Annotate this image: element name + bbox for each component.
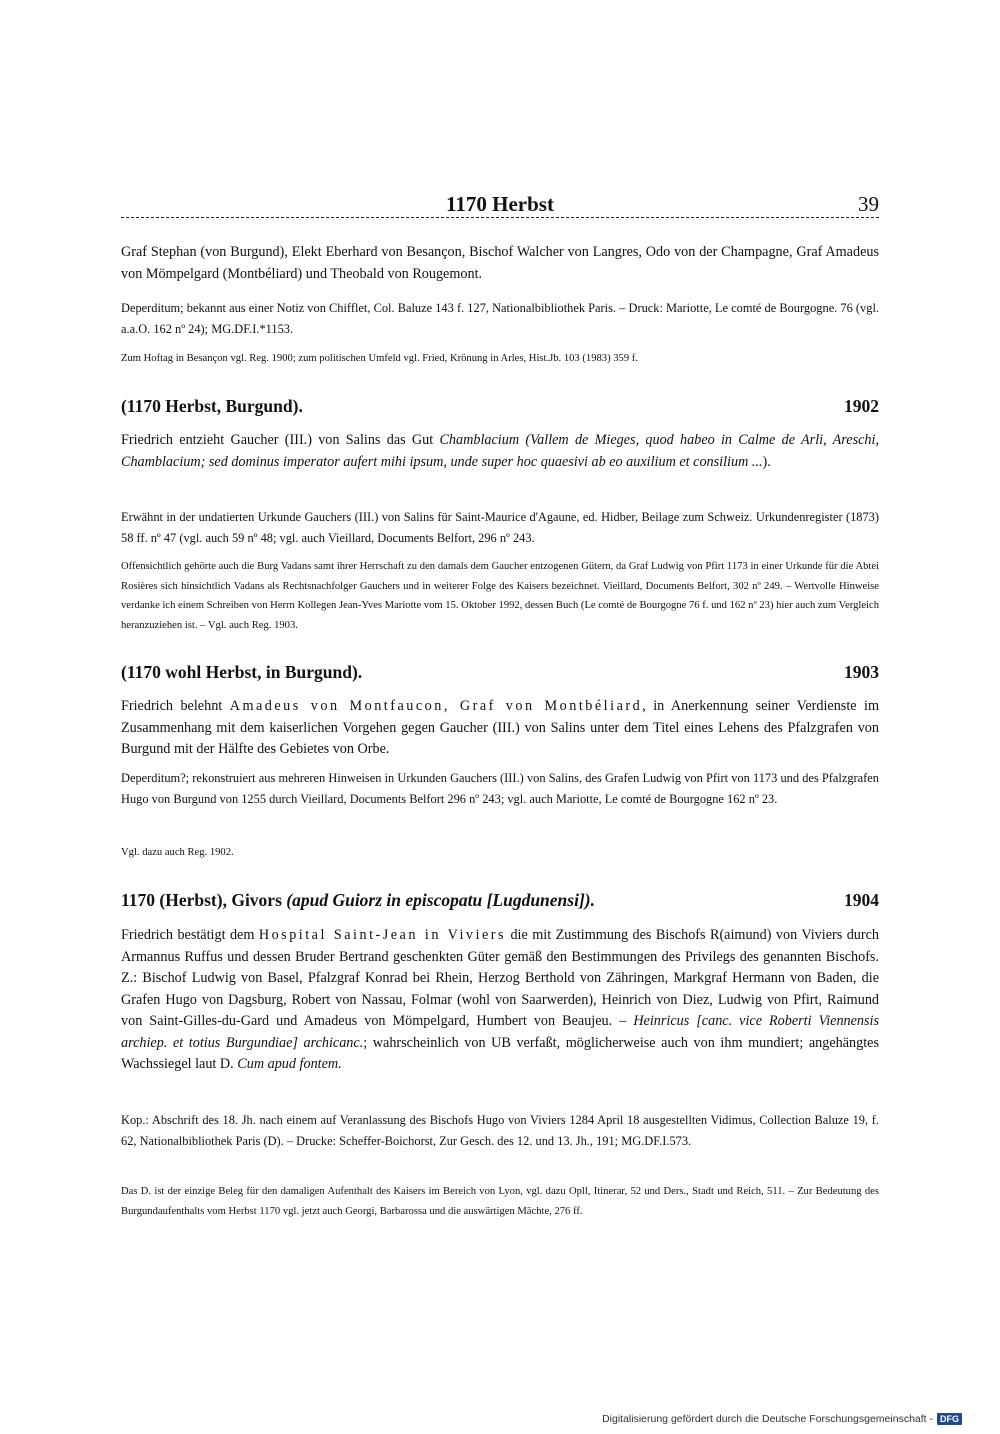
header-rule [121,217,879,218]
continuation-small-wrap [121,349,879,369]
continuation-block [121,242,879,285]
entry-small-note: Das D. ist der einzige Beleg für den damaligen Aufenthalt des Kaisers im Bereich von Lyon, vgl. dazu Opll, Itinerar, 52 und Ders., Stadt und Reich, 511. – Zur Bedeutung des Burgundaufenthalts vom Herbst 1170 vgl. jetzt auch Georgi, Barbarossa und die auswärtigen Mächte, 276 ff. [121,1186,879,1217]
entry-text-italic: Cum apud fontem. [237,1056,342,1072]
entry-1902-small-wrap [121,557,879,635]
entry-title: (1170 wohl Herbst, in Burgund). [121,662,363,682]
entry-note: Erwähnt in der undatierten Urkunde Gauchers (III.) von Salins für Saint-Maurice d'Agaune, ed. Hidber, Beilage zum Schweiz. Urkundenregister (1873) 58 ff. nº 47 (vgl. auch 59 nº 48; vgl. auch Vieillard, Documents Belfort, 296 nº 243. [121,510,879,545]
entry-1902-note-wrap [121,507,879,548]
running-title: 1170 Herbst [446,192,554,216]
entry-heading [121,396,879,417]
running-header [121,188,879,222]
entry-note: Deperditum?; rekonstruiert aus mehreren Hinweisen in Urkunden Gauchers (III.) von Salins, des Grafen Ludwig von Pfirt von 1173 und des Pfalzgrafen Hugo von Burgund von 1255 durch Vieillard, Documents Belfort 296 nº 243; vgl. auch Mariotte, Le comté de Bourgogne 162 nº 23. [121,771,879,806]
entry-1904-small-wrap [121,1182,879,1221]
entry-title-italic: (apud Guiorz in episcopatu [Lugdunensi]). [286,890,595,910]
entry-number: 1902 [844,396,879,416]
entry-text-spaced: Hospital Saint-Jean in Viviers [258,927,507,943]
entry-text-part: Friedrich belehnt [121,698,230,714]
entry-number: 1904 [844,890,879,910]
entry-text [121,925,879,1076]
entry-small-note: Vgl. dazu auch Reg. 1902. [121,847,234,858]
entry-1903-text-wrap [121,696,879,761]
entry-text-italic: Chamblacium (Vallem de Mieges, quod habeo in Calme de Arli, Areschi, Chamblacium; sed dominus imperator aufert mihi ipsum, unde super hoc quaesivi ab eo auxilium et consilium ... [121,432,880,470]
entry-1902-text-wrap [121,430,879,473]
entry-text-spaced: Amadeus von Montfaucon, Graf von Montbéliard [229,698,643,714]
entry-note: Kop.: Abschrift des 18. Jh. nach einem auf Veranlassung des Bischofs Hugo von Viviers 1284 April 18 ausgestellten Vidimus, Collection Baluze 19, f. 62, Nationalbibliothek Paris (D). – Drucke: Scheffer-Boichorst, Zur Gesch. des 12. und 13. Jh., 191; MG.DF.I.573. [121,1113,879,1148]
entry-text [121,430,879,473]
entry-text [121,696,879,761]
entry-1902 [121,396,879,417]
continuation-small: Zum Hoftag in Besançon vgl. Reg. 1900; zum politischen Umfeld vgl. Fried, Krönung in Arles, Hist.Jb. 103 (1983) 359 f. [121,353,638,364]
entry-text-part: ; wahrscheinlich von UB verfaßt, möglicherweise auch von ihm mundiert; angehängtes Wachssiegel laut D. [121,1034,879,1072]
page-number: 39 [858,192,879,216]
entry-text-italic: Heinricus [canc. vice Roberti Viennensis archiep. et totius Burgundiae] archicanc. [121,1013,880,1051]
entry-title: (1170 Herbst, Burgund). [121,396,303,416]
dfg-logo: DFG [937,1413,962,1425]
entry-title-part: 1170 (Herbst), Givors [121,890,287,910]
entry-1903-small-wrap [121,843,879,863]
entry-heading [121,662,879,683]
continuation-note-wrap [121,298,879,339]
entry-text-part: Friedrich entzieht Gaucher (III.) von Salins das Gut [121,432,440,448]
continuation-note: Deperditum; bekannt aus einer Notiz von Chifflet, Col. Baluze 143 f. 127, Nationalbibliothek Paris. – Druck: Mariotte, Le comté de Bourgogne. 76 (vgl. a.a.O. 162 nº 24); MG.DF.I.*1153. [121,301,879,336]
entry-text-part: ). [762,453,771,470]
entry-heading [121,890,879,911]
entry-number: 1903 [844,662,879,682]
entry-title [121,890,595,911]
entry-1904 [121,890,879,911]
continuation-text: Graf Stephan (von Burgund), Elekt Eberhard von Besançon, Bischof Walcher von Langres, Odo von der Champagne, Graf Amadeus von Mömpelgard (Montbéliard) und Theobald von Rougemont. [121,244,879,282]
entry-1904-text-wrap [121,925,879,1076]
entry-1904-note-wrap [121,1110,879,1151]
entry-1903-note-wrap [121,768,879,809]
entry-small-note: Offensichtlich gehörte auch die Burg Vadans samt ihrer Herrschaft zu den damals dem Gaucher entzogenen Gütern, da Graf Ludwig von Pfirt 1173 in einer Urkunde für die Abtei Rosières sich hinsichtlich Vadans als Rechtsnachfolger Gauchers und in weiterer Folge des Kaisers bezeichnet. Vieillard, Documents Belfort, 302 nº 249. – Wertvolle Hinweise verdanke ich einem Schreiben von Herrn Kollegen Jean-Yves Mariotte vom 15. Oktober 1992, dessen Buch (Le comté de Bourgogne 76 f. und 162 nº 23) hier auch zum Vergleich heranzuziehen ist. – Vgl. auch Reg. 1903. [121,561,879,631]
entry-1903 [121,662,879,683]
entry-text-part: die mit Zustimmung des Bischofs R(aimund) von Viviers durch Armannus Ruffus und dessen Bruder Bertrand geschenkten Güter gemäß den Bestimmungen des Privilegs des genannten Bischofs. Z.: Bischof Ludwig von Basel, Pfalzgraf Konrad bei Rhein, Herzog Berthold von Zähringen, Markgraf Hermann von Baden, die Grafen Hugo von Dagsburg, Robert von Nassau, Folmar (wohl von Saarwerden), Heinrich von Diez, Ludwig von Pfirt, Raimund von Saint-Gilles-du-Gard und Amadeus von Mömpelgard, Humbert von Beaujeu. – [121,927,879,1029]
entry-text-part: , in Anerkennung seiner Verdienste im Zusammenhang mit dem kaiserlichen Vorgehen gegen Gaucher (III.) von Salins unter dem Titel eines Lehens des Pfalzgrafen von Burgund mit der Hälfte des Gebietes von Orbe. [121,698,880,757]
digitization-footer [602,1413,962,1425]
footer-text: Digitalisierung gefördert durch die Deutsche Forschungsgemeinschaft - [602,1413,933,1425]
entry-text-part: Friedrich bestätigt dem [121,927,259,943]
